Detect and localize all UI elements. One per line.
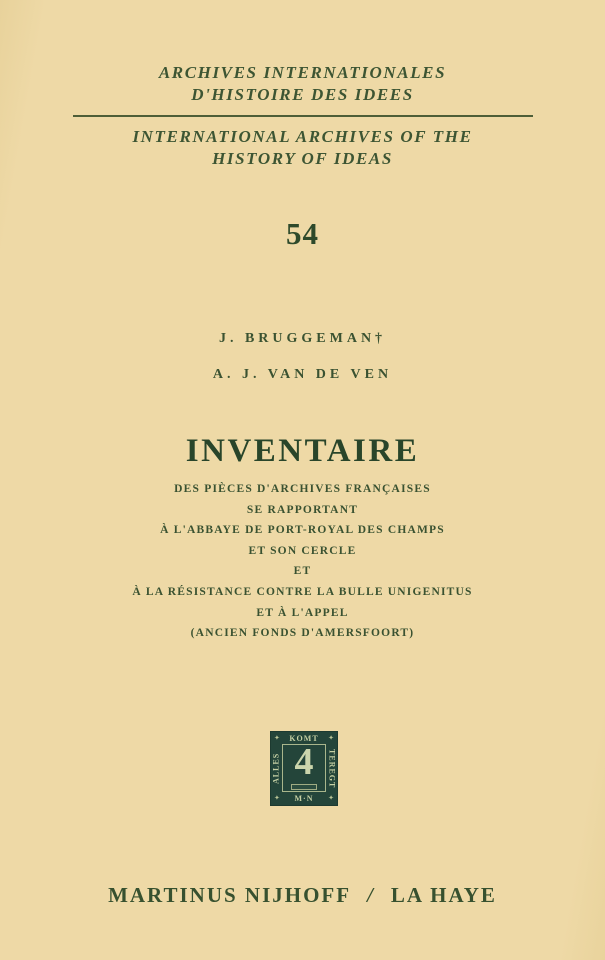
author-name-bruggeman: J. BRUGGEMAN† — [218, 331, 387, 346]
series-title-french-line2: D'HISTOIRE DES IDEES — [191, 85, 414, 104]
subtitle-line: DES PIÈCES D'ARCHIVES FRANÇAISES — [174, 483, 431, 495]
publisher-name: MARTINUS NIJHOFF — [108, 883, 352, 907]
subtitle-block — [0, 479, 605, 644]
subtitle-line: ET À L'APPEL — [256, 606, 349, 619]
series-title-english-line2: HISTORY OF IDEAS — [212, 149, 393, 168]
subtitle-line: À L'ABBAYE DE PORT-ROYAL DES CHAMPS — [160, 524, 445, 537]
diamond-ornament-icon: ✦ — [328, 794, 334, 802]
series-title-english-line1: INTERNATIONAL ARCHIVES OF THE — [132, 127, 473, 146]
volume-number: 54 — [286, 216, 319, 251]
subtitle-line: ET — [293, 565, 312, 578]
device-motto-left: ALLES — [271, 752, 281, 785]
merchant-mark-4-icon: 4 — [294, 741, 314, 783]
subtitle-line: ET SON CERCLE — [248, 544, 357, 557]
diamond-ornament-icon: ✦ — [274, 794, 280, 802]
diamond-ornament-icon: ✦ — [328, 734, 334, 742]
device-motto-right: TEREGT — [327, 748, 337, 789]
device-banner — [291, 784, 317, 790]
diamond-ornament-icon: ✦ — [274, 734, 280, 742]
book-title: INVENTAIRE — [185, 433, 420, 469]
imprint-line — [0, 883, 605, 908]
header-divider-rule — [73, 115, 533, 117]
subtitle-line: (ANCIEN FONDS D'AMERSFOORT) — [190, 627, 415, 640]
publisher-device-logo — [271, 732, 337, 805]
imprint-separator: / — [367, 883, 375, 907]
author-name-van-de-ven: A. J. VAN DE VEN — [212, 367, 393, 382]
publisher-city: LA HAYE — [390, 883, 497, 907]
device-publisher-initials: M·N — [294, 794, 314, 803]
series-title-french-line1: ARCHIVES INTERNATIONALES — [158, 63, 447, 82]
subtitle-line: SE RAPPORTANT — [246, 503, 359, 516]
subtitle-line: À LA RÉSISTANCE CONTRE LA BULLE UNIGENITUS — [132, 585, 473, 598]
device-motto-top: KOMT — [289, 734, 319, 743]
